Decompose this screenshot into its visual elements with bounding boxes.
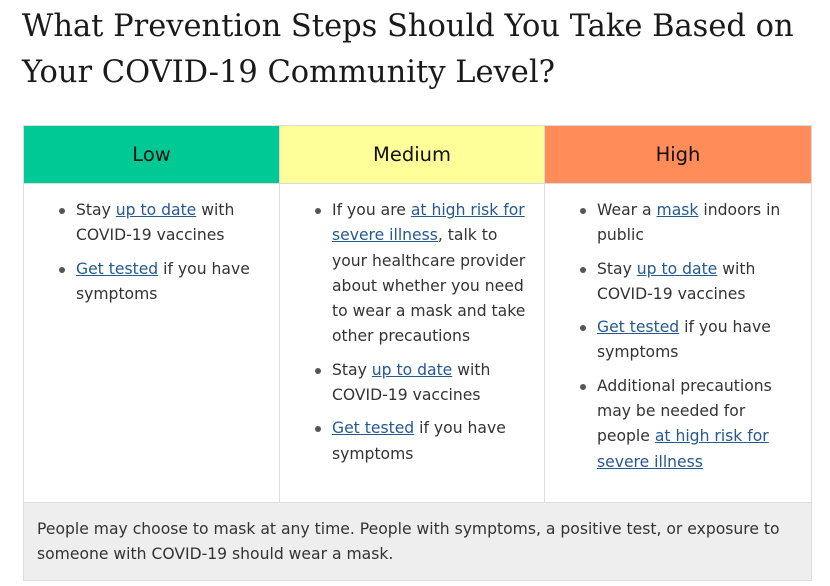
high-steps-cell [545,184,811,502]
item-text: if you have symptoms [76,259,250,303]
get-tested-link[interactable]: Get tested [76,259,159,278]
get-tested-link[interactable]: Get tested [332,419,415,438]
level-header-low: Low [24,126,279,183]
medium-steps-cell [279,184,545,502]
high-risk-link[interactable]: at high risk for severe illness [332,201,525,245]
list-item [280,358,544,409]
item-text: with COVID-19 vaccines [332,360,491,405]
item-text: if you have symptoms [332,419,506,463]
high-risk-link[interactable]: at high risk for severe illness [597,427,769,471]
item-text: indoors in public [597,201,781,245]
get-tested-link[interactable]: Get tested [597,318,680,337]
footer-note: People may choose to mask at any time. People with symptoms, a positive test, or exposure to someone with COVID-19 should wear a mask. [24,502,811,580]
high-steps-list [545,198,811,475]
low-steps-cell [24,184,279,502]
level-header-medium: Medium [279,126,545,183]
item-text: Stay [597,259,637,278]
item-text: if you have symptoms [597,318,771,362]
list-item [280,198,544,350]
list-item [545,315,811,366]
item-text: Additional precautions may be needed for people [597,376,772,446]
item-text: Stay [76,201,116,219]
page-title: What Prevention Steps Should You Take Based on Your COVID-19 Community Level? [22,9,794,90]
item-text: Stay [332,360,372,379]
medium-steps-list [280,198,544,467]
low-steps-list [24,198,279,307]
item-text: Wear a [597,201,657,219]
level-header-high: High [545,126,811,183]
list-item [24,257,279,308]
up-to-date-link[interactable]: up to date [115,201,197,219]
table-header-row [24,126,811,183]
up-to-date-link[interactable]: up to date [371,360,453,379]
list-item [545,257,811,308]
item-text: If you are [332,201,411,219]
item-text: with COVID-19 vaccines [597,259,756,303]
list-item [545,374,811,475]
community-level-table [23,125,812,581]
list-item [24,198,279,249]
table-body-row [24,183,811,502]
list-item [280,416,544,467]
mask-link[interactable]: mask [656,201,699,219]
item-text: with COVID-19 vaccines [76,201,235,245]
list-item [545,198,811,249]
up-to-date-link[interactable]: up to date [636,259,718,278]
item-text: , talk to your healthcare provider about whether you need to wear a mask and take other precautions [332,226,526,346]
